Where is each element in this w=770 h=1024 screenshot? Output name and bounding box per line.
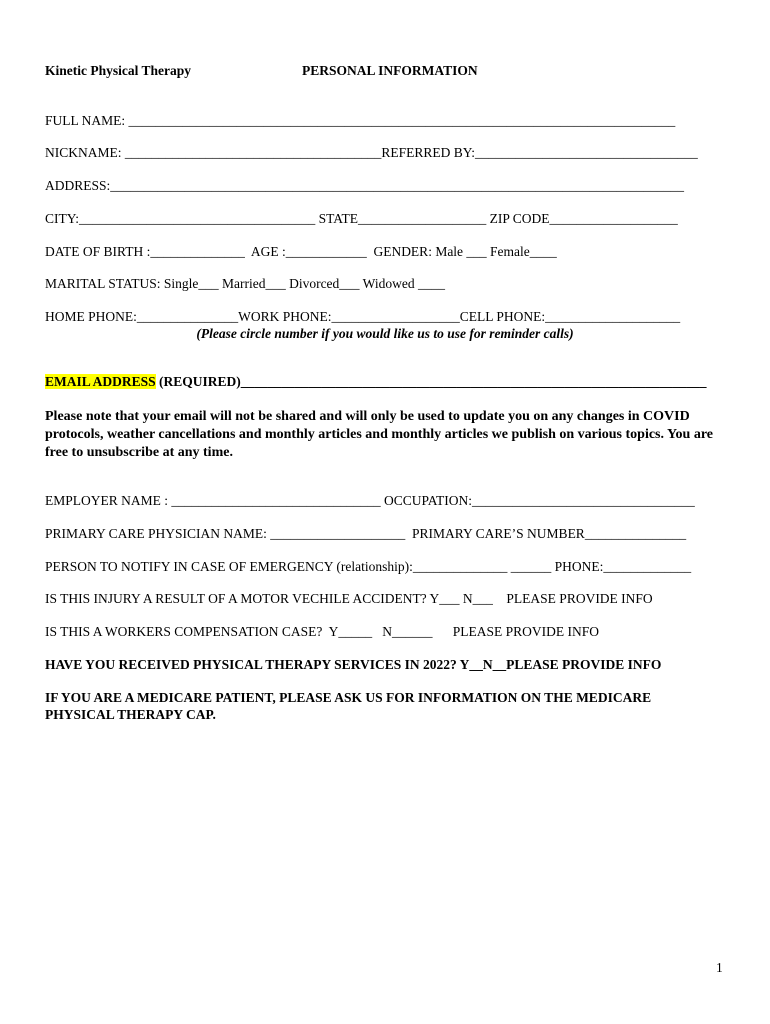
emergency-contact-field[interactable]: PERSON TO NOTIFY IN CASE OF EMERGENCY (relationship):______________ ______ PHONE:_____________ (45, 559, 692, 574)
email-label-highlight: EMAIL ADDRESS (45, 374, 156, 389)
phones-field[interactable]: HOME PHONE:_______________WORK PHONE:___________________CELL PHONE:____________________ (45, 309, 681, 324)
email-required-line: (REQUIRED)_____________________________________________________________________ (155, 374, 707, 389)
nickname-referred-field[interactable]: NICKNAME: ______________________________________REFERRED BY:_________________________________ (45, 145, 698, 160)
page-number: 1 (716, 960, 723, 975)
clinic-name: Kinetic Physical Therapy (45, 63, 192, 78)
email-field[interactable] (45, 374, 707, 390)
motor-vehicle-question[interactable]: IS THIS INJURY A RESULT OF A MOTOR VECHILE ACCIDENT? Y___ N___ PLEASE PROVIDE INFO (45, 591, 653, 606)
page-title: PERSONAL INFORMATION (302, 63, 478, 78)
full-name-field[interactable]: FULL NAME: _________________________________________________________________________________ (45, 113, 676, 128)
address-field[interactable]: ADDRESS:_____________________________________________________________________________________ (45, 178, 685, 193)
workers-comp-question[interactable]: IS THIS A WORKERS COMPENSATION CASE? Y_____ N______ PLEASE PROVIDE INFO (45, 624, 600, 639)
phones-note: (Please circle number if you would like us to use for reminder calls) (196, 326, 574, 341)
medicare-notice: IF YOU ARE A MEDICARE PATIENT, PLEASE ASK US FOR INFORMATION ON THE MEDICARE PHYSICAL THERAPY CAP. (45, 690, 652, 722)
pt-2022-question[interactable]: HAVE YOU RECEIVED PHYSICAL THERAPY SERVICES IN 2022? Y__N__PLEASE PROVIDE INFO (45, 657, 662, 672)
marital-status-field[interactable]: MARITAL STATUS: Single___ Married___ Divorced___ Widowed ____ (45, 276, 446, 291)
pcp-field[interactable]: PRIMARY CARE PHYSICIAN NAME: ____________________ PRIMARY CARE’S NUMBER_______________ (45, 526, 687, 541)
employer-occupation-field[interactable]: EMPLOYER NAME : _______________________________ OCCUPATION:_________________________________ (45, 493, 695, 508)
email-notice: Please note that your email will not be shared and will only be used to update you on any changes in COVID protocols, weather cancellations and monthly articles and monthly articles we publish on various topics. You are free to unsubscribe at any time. (45, 409, 714, 460)
dob-age-gender-field[interactable]: DATE OF BIRTH :______________ AGE :____________ GENDER: Male ___ Female____ (45, 244, 557, 259)
city-state-zip-field[interactable]: CITY:___________________________________ STATE___________________ ZIP CODE___________________ (45, 211, 678, 226)
